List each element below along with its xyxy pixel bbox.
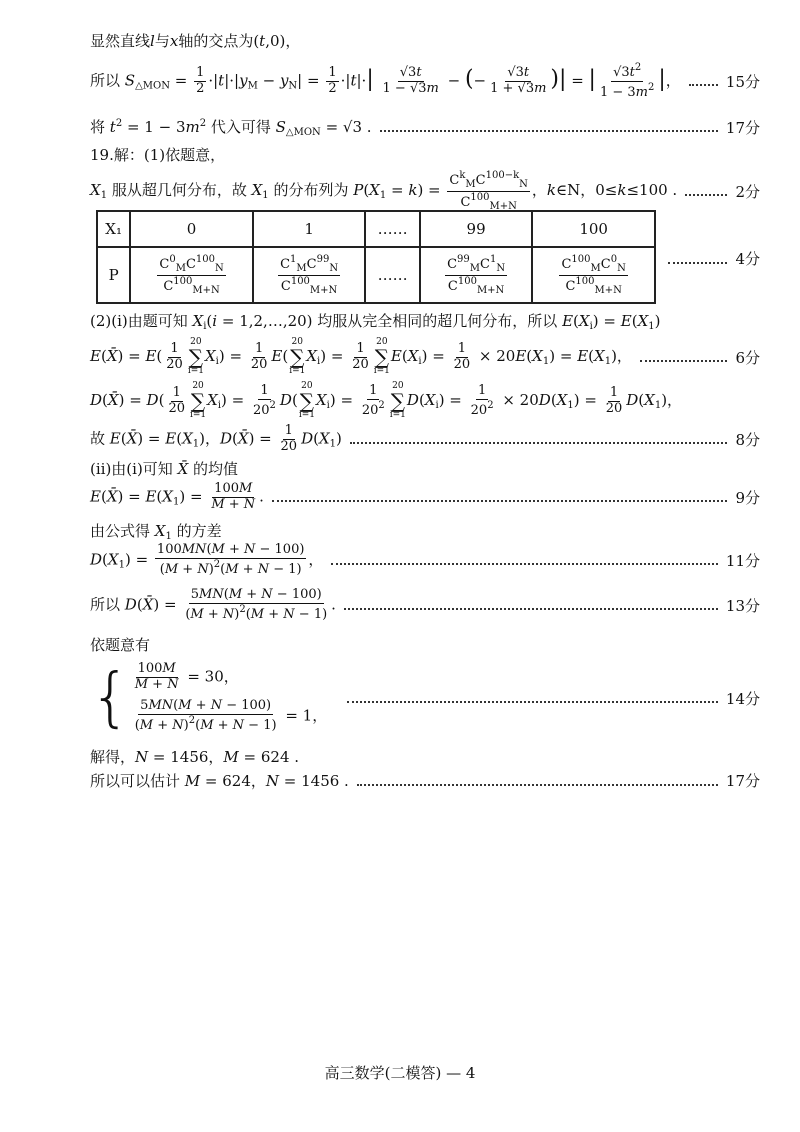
table-cell: $\frac{C^1_MC^{99}_N}{C^{100}_{M+N}}$ [253, 247, 365, 303]
table-score-line [668, 248, 760, 269]
table-cell: 99 [420, 211, 532, 247]
table-cell: $\frac{C^0_MC^{100}_N}{C^{100}_{M+N}}$ [130, 247, 253, 303]
score-11: 11分 [725, 551, 760, 570]
text-line [90, 458, 760, 479]
table-row [97, 211, 655, 247]
brace-icon: { [90, 661, 131, 735]
score-9: 9分 [735, 488, 760, 507]
text-line [90, 543, 760, 578]
solution-line: 解得，N = 1456，M = 624 . [90, 748, 300, 766]
table-cell: $\frac{C^{99}_MC^1_N}{C^{100}_{M+N}}$ [420, 247, 532, 303]
estimate-line: 所以可以估计 M = 624，N = 1456 . [90, 772, 349, 790]
variance-xbar: 所以 D(X̄) = $\frac{5MN(M + N - 100)}{(M + N)^2(M + N - 1)}$ . [90, 587, 336, 622]
distribution-table [96, 210, 656, 304]
score-17-final: 17分 [725, 772, 760, 790]
table-cell: 0 [130, 211, 253, 247]
area-formula: 所以 $S_{\triangle MON}$ = $\frac{1}{2}$ $\cdot|t|\cdot|y_M - y_N|$ = $\frac{1}{2}$ ·|t|·| $\frac{√3t}{1 - √3m}$ − (− $\frac{√3t}{1 + √3m}$ )| = | $\frac{√3t^2}{1 - 3m^2}$ |， [90, 62, 681, 100]
text-line [90, 746, 760, 767]
table-cell: X₁ [97, 211, 130, 247]
text-line [90, 144, 760, 165]
score-13: 13分 [725, 596, 760, 615]
text-line [90, 634, 760, 655]
part-ii-intro: (ⅱ)由(ⅰ)可知 X̄ 的均值 [90, 460, 239, 478]
table-row [97, 247, 655, 303]
score-14: 14分 [725, 689, 760, 708]
expectation-derivation: E(X̄) = E( $\frac{1}{20}$ 20 ∑ i=1 $X_i$) = $\frac{1}{20}$ E( 20 ∑ i=1 $X_i$) = $\frac{1}{20}$ 20 ∑ i=1 $E(X_i)$ = $\frac{1}{20}$ × $20E(X_1) = E(X_1)$， [90, 337, 632, 376]
score-4: 4分 [735, 250, 760, 268]
text-line [90, 770, 760, 791]
area-formula-line [90, 62, 760, 101]
problem-19-heading: 19.解：(1)依题意， [90, 146, 226, 164]
part2-intro: (2)(ⅰ)由题可知 $X_i(i$ = 1,2,…,20) 均服从完全相同的超几何分布，所以 $E(X_i) = E(X_1)$ [90, 312, 661, 332]
text-line [90, 520, 760, 542]
table-cell: $\frac{C^{100}_MC^0_N}{C^{100}_{M+N}}$ [532, 247, 655, 303]
table-cell: P [97, 247, 130, 303]
page-footer: 高三数学(二模答) — 4 [324, 1064, 476, 1082]
score-6: 6分 [735, 348, 760, 367]
text-line [90, 310, 760, 332]
text-line [90, 30, 760, 51]
score-8: 8分 [735, 430, 760, 449]
conclusion-part-i: 故 E(X̄) = $E(X_1)$，D(X̄) = $\frac{1}{20}$ $D(X_1)$ [90, 423, 342, 454]
equation-system-line [90, 656, 760, 740]
table-cell: …… [365, 247, 420, 303]
mean-value: E(X̄) = $E(X_1)$ = $\frac{100M}{M + N}$ . [90, 481, 264, 512]
text-line [90, 588, 760, 623]
distribution-statement: $X_1$ 服从超几何分布，故 $X_1$ 的分布列为 $P(X_1 = k)$ = $\frac{C^k_MC^{100-k}_N}{C^{100}_{M+N}}$ ，k∈N，0≤k≤100 . [90, 170, 678, 212]
table-cell: 1 [253, 211, 365, 247]
text-line [90, 170, 760, 212]
given-condition-label: 依题意有 [90, 636, 151, 654]
text-line [90, 424, 760, 455]
score-2: 2分 [735, 182, 760, 201]
intersection-point-line: 显然直线l与x轴的交点为(t,0)， [90, 32, 301, 50]
score-15: 15分 [725, 72, 760, 91]
text-line [90, 482, 760, 513]
text-line [90, 116, 760, 138]
table-cell: …… [365, 211, 420, 247]
text-line [90, 382, 760, 420]
table-cell: 100 [532, 211, 655, 247]
text-line [90, 338, 760, 376]
substitution-line: 将 $t^2 = 1 - 3m^2$ 代入可得 $S_{\triangle MON} = √3$ . [90, 118, 372, 138]
score-17: 17分 [725, 118, 760, 137]
variance-intro: 由公式得 $X_1$ 的方差 [90, 522, 222, 542]
equation-system: { $\frac{100M}{M + N}$ = 30， $\frac{5MN(M + N - 100)}{(M + N)^2(M + N - 1)}$ = 1， [90, 661, 328, 735]
variance-x1: $D(X_1)$ = $\frac{100MN(M + N - 100)}{(M + N)^2(M + N - 1)}$ ， [90, 542, 324, 577]
variance-derivation: D(X̄) = D( $\frac{1}{20}$ 20 ∑ i=1 $X_i$) = $\frac{1}{20^2}$ D( 20 ∑ i=1 $X_i$) = $\frac{1}{20^2}$ 20 ∑ i=1 $D(X_i)$ = $\frac{1}{20^2}$ × $20D(X_1)$ = $\frac{1}{20}$ $D(X_1)$， [90, 381, 683, 420]
